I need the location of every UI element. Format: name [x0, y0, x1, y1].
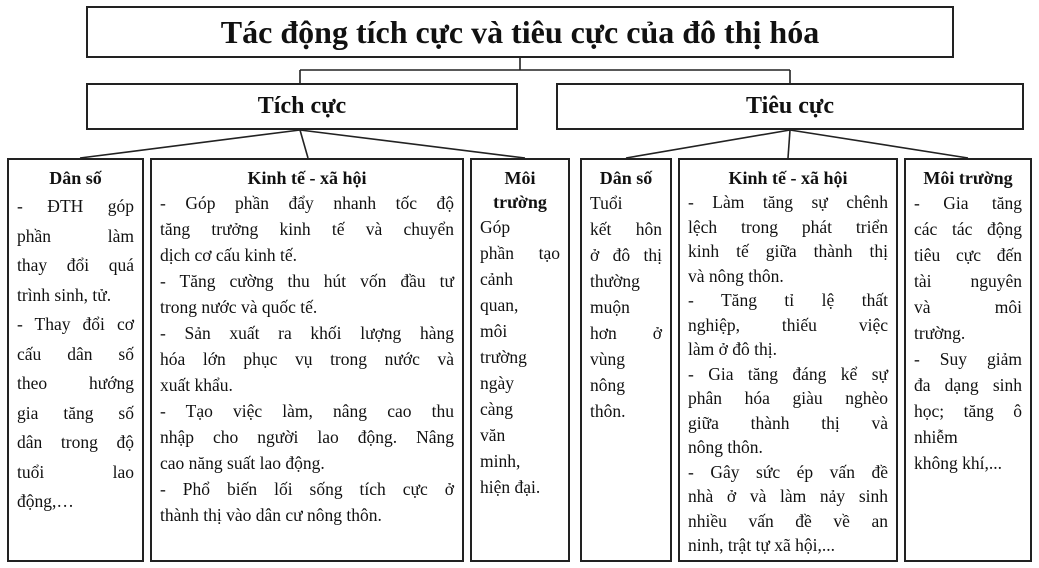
- leaf-text-line: - Gia tăng đáng kể sự: [688, 363, 888, 384]
- leaf-positive-economy: [150, 158, 464, 562]
- leaf-heading-line-1: Môi: [504, 168, 536, 188]
- leaf-heading: Môi trường: [923, 168, 1013, 188]
- leaf-text-line: phân hóa giàu nghèo: [688, 388, 888, 408]
- leaf-text-line: trình sinh, tử.: [17, 284, 112, 305]
- diagram-title-text: Tác động tích cực và tiêu cực của đô thị hóa: [220, 13, 820, 50]
- diagram-title: [86, 6, 954, 58]
- connector-neg-population: [626, 130, 790, 158]
- leaf-text-line: và nông thôn.: [688, 265, 784, 286]
- leaf-text-line: - Làm tăng sự chênh: [688, 192, 888, 212]
- leaf-text-line: - Gia tăng: [914, 193, 1022, 213]
- leaf-text-line: không khí,...: [914, 453, 1002, 473]
- leaf-negative-economy: [678, 158, 898, 562]
- leaf-text-line: - Phổ biến lối sống tích cực ở: [160, 479, 454, 499]
- leaf-text-line: hóa lớn phục vụ trong nước và: [160, 349, 454, 369]
- leaf-heading: Dân số: [599, 168, 653, 188]
- leaf-text-line: tăng trưởng kinh tế và chuyển: [160, 219, 454, 239]
- leaf-text-line: - Tăng cường thu hút vốn đầu tư: [160, 271, 454, 291]
- connector-neg-environment: [790, 130, 968, 158]
- leaf-text-line: nhiễm: [914, 427, 958, 447]
- leaf-text-line: phần làm: [17, 225, 134, 246]
- leaf-text-line: - Suy giảm: [914, 349, 1022, 369]
- leaf-text-line: lệch trong phát triển: [688, 216, 888, 237]
- leaf-lines: [480, 214, 560, 500]
- leaf-lines: [914, 190, 1022, 476]
- leaf-lines: [688, 190, 888, 558]
- branch-positive: [86, 83, 518, 130]
- leaf-text-line: hơn ở: [590, 323, 662, 343]
- leaf-text-line: - Thay đổi cơ: [17, 314, 134, 334]
- leaf-positive-population: [7, 158, 144, 562]
- leaf-text-line: ngày: [480, 373, 515, 393]
- leaf-text-line: làm ở đô thị.: [688, 339, 777, 359]
- leaf-text-line: gia tăng số: [17, 402, 134, 423]
- leaf-heading: Kinh tế - xã hội: [247, 168, 367, 188]
- leaf-text-line: muộn: [590, 297, 630, 317]
- connector-pos-population: [80, 130, 300, 158]
- leaf-text-line: nông: [590, 375, 625, 395]
- leaf-lines: [590, 190, 662, 424]
- leaf-text-line: thành thị vào dân cư nông thôn.: [160, 505, 382, 525]
- branch-positive-label: Tích cực: [257, 93, 347, 119]
- leaf-text-line: trong nước và quốc tế.: [160, 297, 318, 317]
- leaf-text-line: nhập cho người lao động. Nâng: [160, 427, 454, 447]
- leaf-negative-environment: [904, 158, 1032, 562]
- leaf-text-line: môi: [480, 321, 508, 341]
- leaf-text-line: - Tạo việc làm, nâng cao thu: [160, 401, 454, 421]
- leaf-text-line: - ĐTH góp: [17, 196, 134, 216]
- branch-negative-label: Tiêu cực: [746, 93, 834, 119]
- leaf-text-line: theo hướng: [17, 373, 134, 393]
- leaf-text-line: nghiệp, thiếu việc: [688, 314, 888, 335]
- leaf-text-line: tài nguyên: [914, 271, 1022, 291]
- leaf-text-line: kinh tế giữa thành thị: [688, 241, 888, 261]
- leaf-text-line: nhà ở và làm nảy sinh: [688, 486, 888, 506]
- leaf-text-line: ninh, trật tự xã hội,...: [688, 535, 836, 555]
- leaf-text-line: - Góp phần đẩy nhanh tốc độ: [160, 193, 454, 213]
- leaf-text-line: thay đổi quá: [17, 255, 134, 275]
- leaf-text-line: xuất khẩu.: [160, 375, 233, 395]
- leaf-text-line: giữa thành thị và: [688, 412, 888, 433]
- leaf-text-line: thường: [590, 271, 640, 291]
- leaf-text-line: thôn.: [590, 401, 626, 421]
- branch-negative: [556, 83, 1024, 130]
- leaf-text-line: - Tăng tỉ lệ thất: [688, 290, 888, 310]
- leaf-text-line: trường: [480, 347, 527, 367]
- leaf-text-line: học; tăng ô: [914, 401, 1022, 421]
- leaf-text-line: đa dạng sinh: [914, 375, 1022, 395]
- leaf-text-line: Tuổi: [590, 193, 623, 213]
- leaf-text-line: vùng: [590, 349, 625, 369]
- leaf-lines: [160, 190, 454, 528]
- leaf-text-line: động,…: [17, 491, 74, 511]
- leaf-text-line: cảnh: [480, 269, 514, 289]
- leaf-negative-population: [580, 158, 672, 562]
- leaf-text-line: cao năng suất lao động.: [160, 453, 325, 473]
- leaf-heading-line-2: trường: [493, 192, 547, 212]
- leaf-positive-environment: [470, 158, 570, 562]
- leaf-text-line: dân trong độ: [17, 432, 134, 452]
- leaf-text-line: tiêu cực đến: [914, 245, 1022, 265]
- connector-pos-environment: [300, 130, 525, 158]
- leaf-text-line: dịch cơ cấu kinh tế.: [160, 245, 298, 265]
- leaf-text-line: trường.: [914, 323, 966, 343]
- leaf-text-line: và môi: [914, 297, 1022, 317]
- leaf-text-line: - Gây sức ép vấn đề: [688, 461, 888, 482]
- leaf-text-line: cấu dân số: [17, 343, 134, 364]
- leaf-text-line: minh,: [480, 451, 521, 471]
- leaf-lines: [17, 192, 134, 517]
- leaf-text-line: các tác động: [914, 219, 1022, 239]
- leaf-text-line: nhiều vấn đề về an: [688, 510, 888, 531]
- leaf-text-line: ở đô thị: [590, 245, 662, 265]
- leaf-text-line: quan,: [480, 295, 519, 315]
- leaf-heading: Dân số: [49, 168, 102, 188]
- connector-pos-economy: [300, 130, 308, 158]
- leaf-text-line: tuổi lao: [17, 461, 134, 482]
- leaf-text-line: hiện đại.: [480, 477, 541, 497]
- leaf-text-line: Góp: [480, 217, 511, 237]
- leaf-heading: Kinh tế - xã hội: [728, 168, 848, 188]
- leaf-text-line: càng: [480, 399, 514, 419]
- leaf-text-line: văn: [480, 425, 506, 445]
- leaf-text-line: phần tạo: [480, 243, 560, 263]
- leaf-text-line: kết hôn: [590, 219, 662, 239]
- connector-neg-economy: [788, 130, 790, 158]
- leaf-text-line: - Sản xuất ra khối lượng hàng: [160, 323, 454, 343]
- leaf-text-line: nông thôn.: [688, 437, 763, 457]
